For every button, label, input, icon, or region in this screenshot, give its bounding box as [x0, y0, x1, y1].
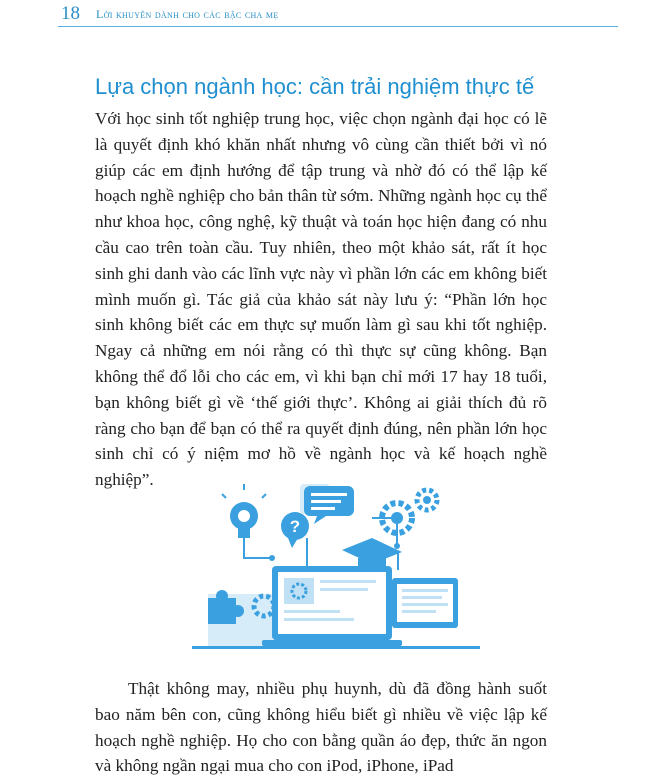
education-illustration: [192, 478, 480, 656]
question-bubble-icon: [281, 512, 309, 548]
body-paragraph-2: Thật không may, nhiều phụ huynh, dù đã đồng hành suốt bao năm bên con, cũng không hiểu biết gì nhiều về việc lập kế hoạch nghề nghiệp. Họ cho con bằng quần áo đẹp, thức ăn ngon và không ngần ngại mua cho con iPod, iPhone, iPad: [95, 679, 547, 776]
body-paragraph-1: Với học sinh tốt nghiệp trung học, việc chọn ngành đại học có lẽ là quyết định khó khăn nhất nhưng vô cùng cần thiết bởi vì nó giúp các em định hướng để tập trung và nhờ đó có thể lập kế hoạch nghề nghiệp cho bản thân từ sớm. Những ngành học cụ thể như khoa học, công nghệ, kỹ thuật và toán học hiện đang có nhu cầu cao trên toàn cầu. Tuy nhiên, theo một khảo sát, rất ít học sinh ghi danh vào các lĩnh vực này vì phần lớn các em không biết mình muốn gì. Tác giả của khảo sát này lưu ý: “Phần lớn học sinh không biết các em thực sự muốn làm gì sau khi tốt nghiệp. Ngay cả những em nói rằng có thì thực sự cũng không. Bạn không thể đổ lỗi cho các em, vì khi bạn chỉ mới 17 hay 18 tuổi, bạn không biết gì về ‘thế giới thực’. Không ai giải thích đủ rõ ràng cho bạn để bạn có thể ra quyết định đúng, nên phần lớn học sinh chỉ có ý niệm mơ hồ về ngành học và kế hoạch nghề nghiệp”.: [95, 109, 547, 490]
page-header: [0, 0, 665, 30]
running-title: Lời khuyên dành cho các bậc cha mẹ: [96, 7, 279, 21]
graduation-cap-icon: [342, 538, 402, 570]
document-panel-icon: [392, 578, 458, 628]
page-number: 18: [61, 3, 80, 24]
svg-text:?: ?: [289, 517, 301, 536]
laptop-icon: [262, 566, 402, 646]
lightbulb-icon: [222, 484, 266, 538]
header-rule: [58, 26, 618, 27]
chat-bubble-icon: [304, 486, 354, 524]
section-title: Lựa chọn ngành học: cần trải nghiệm thực tế: [95, 74, 535, 99]
